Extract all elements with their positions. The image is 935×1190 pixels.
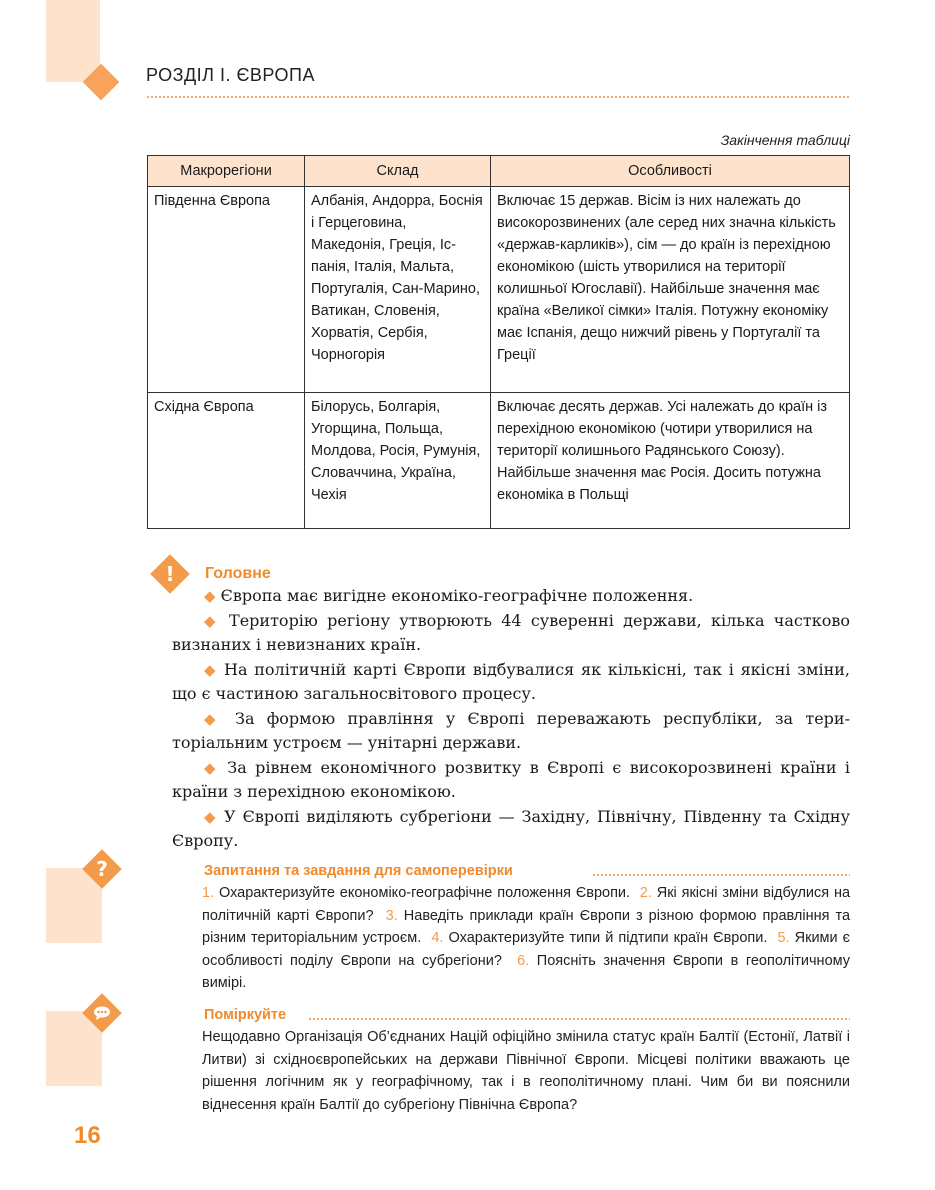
question-icon: ? xyxy=(96,857,108,881)
main-point: ◆ Територію регіону утворюють 44 суверенні держави, кілька частково визнаних і невизнаних країн. xyxy=(172,610,850,654)
questions-dotted-rule xyxy=(592,872,850,878)
page-number: 16 xyxy=(74,1122,101,1149)
table-caption: Закінчення таблиці xyxy=(720,132,850,148)
table-header-cell: Макрорегіони xyxy=(148,156,305,187)
table-header-cell: Склад xyxy=(305,156,491,187)
diamond-bullet-icon: ◆ xyxy=(204,758,219,777)
header-dotted-rule xyxy=(146,94,850,100)
diamond-bullet-icon: ◆ xyxy=(204,807,218,826)
table-header-cell: Особливості xyxy=(491,156,850,187)
think-heading: Поміркуйте xyxy=(204,1007,287,1023)
diamond-bullet-icon: ◆ xyxy=(204,587,216,605)
region-cell: Південна Європа xyxy=(148,187,305,393)
main-point: ◆ На політичній карті Європи відбувалися як кількісні, так і якісні зміни, що є частиною загальносвітового процесу. xyxy=(172,659,850,703)
main-point: ◆ За формою правління у Європі переважають республіки, за територіальним устроєм — унітарні держави. xyxy=(172,708,850,752)
region-cell: Східна Європа xyxy=(148,393,305,529)
macroregions-table xyxy=(147,155,850,529)
speech-bubble-icon xyxy=(82,993,122,1033)
main-point: ◆ Європа має вигідне економіко-географічне положення. xyxy=(204,586,694,605)
exclamation-icon: ! xyxy=(165,562,175,586)
features-cell: Включає 15 держав. Вісім із них належать до високорозвинених (але серед них значна кількість «держав-карликів»), сім — до країн із перехідною економікою (шість утворилися на території колишньої Югославії). Найбільше значення має країна «Великої сімки» Італія. Потужну економіку має Іспанія, дещо нижчий рівень у Португалії та Греції xyxy=(491,187,850,393)
questions-heading: Запитання та завдання для самоперевірки xyxy=(204,863,513,879)
diamond-bullet-icon: ◆ xyxy=(204,660,218,679)
features-cell: Включає десять держав. Усі належать до країн із перехідною економікою (чотири утворилися на території колишнього Радянського Союзу). Найбільше значення має Росія. Досить потужна економіка в Польщі xyxy=(491,393,850,529)
section-title: РОЗДІЛ І. ЄВРОПА xyxy=(146,65,315,85)
main-heading: Головне xyxy=(205,565,271,582)
table-row xyxy=(148,187,850,393)
header-decor-block xyxy=(46,0,100,82)
table-row xyxy=(148,393,850,529)
diamond-bullet-icon: ◆ xyxy=(204,709,223,728)
main-point: ◆ За рівнем економічного розвитку в Європі є високорозвинені країни і країни з перехідною економікою. xyxy=(172,757,850,801)
think-dotted-rule xyxy=(308,1016,850,1022)
diamond-bullet-icon: ◆ xyxy=(204,611,220,630)
think-text: Нещодавно Організація Об’єднаних Націй офіційно змінила статус країн Балтії (Естонії, Латвії і Литви) зі східноєвропейських на держави Північної Європи. Місцеві політики вважають це рішення логічним як у географічному, так і в геополітичному плані. Чим би ви пояснили віднесення країн Балтії до субрегіону Північна Європа? xyxy=(202,1029,850,1113)
countries-cell: Албанія, Андорра, Боснія і Герцеговина, Македонія, Греція, Іспанія, Італія, Мальта, Португалія, Сан-Марино, Ватикан, Словенія, Хорватія, Сербія, Чорногорія xyxy=(305,187,491,393)
table-header-row xyxy=(148,156,850,187)
questions-text: 1. Охарактеризуйте економіко-географічне положення Європи. 2. Які якісні зміни відбулися на політичній карті Європи? 3. Наведіть приклади країн Європи з різною формою правління та різним територіальним устроєм. 4. Охарактеризуйте типи й підтипи країн Європи. 5. Якими є особливості поділу Європи на субрегіони? 6. Поясніть значення Європи в геополітичному вимірі. xyxy=(202,885,851,991)
countries-cell: Білорусь, Болгарія, Угорщина, Польща, Молдова, Росія, Румунія, Словаччина, Україна, Чехія xyxy=(305,393,491,529)
main-point: ◆ У Європі виділяють субрегіони — Західну, Північну, Південну та Східну Європу. xyxy=(172,806,850,850)
main-points xyxy=(172,584,850,854)
